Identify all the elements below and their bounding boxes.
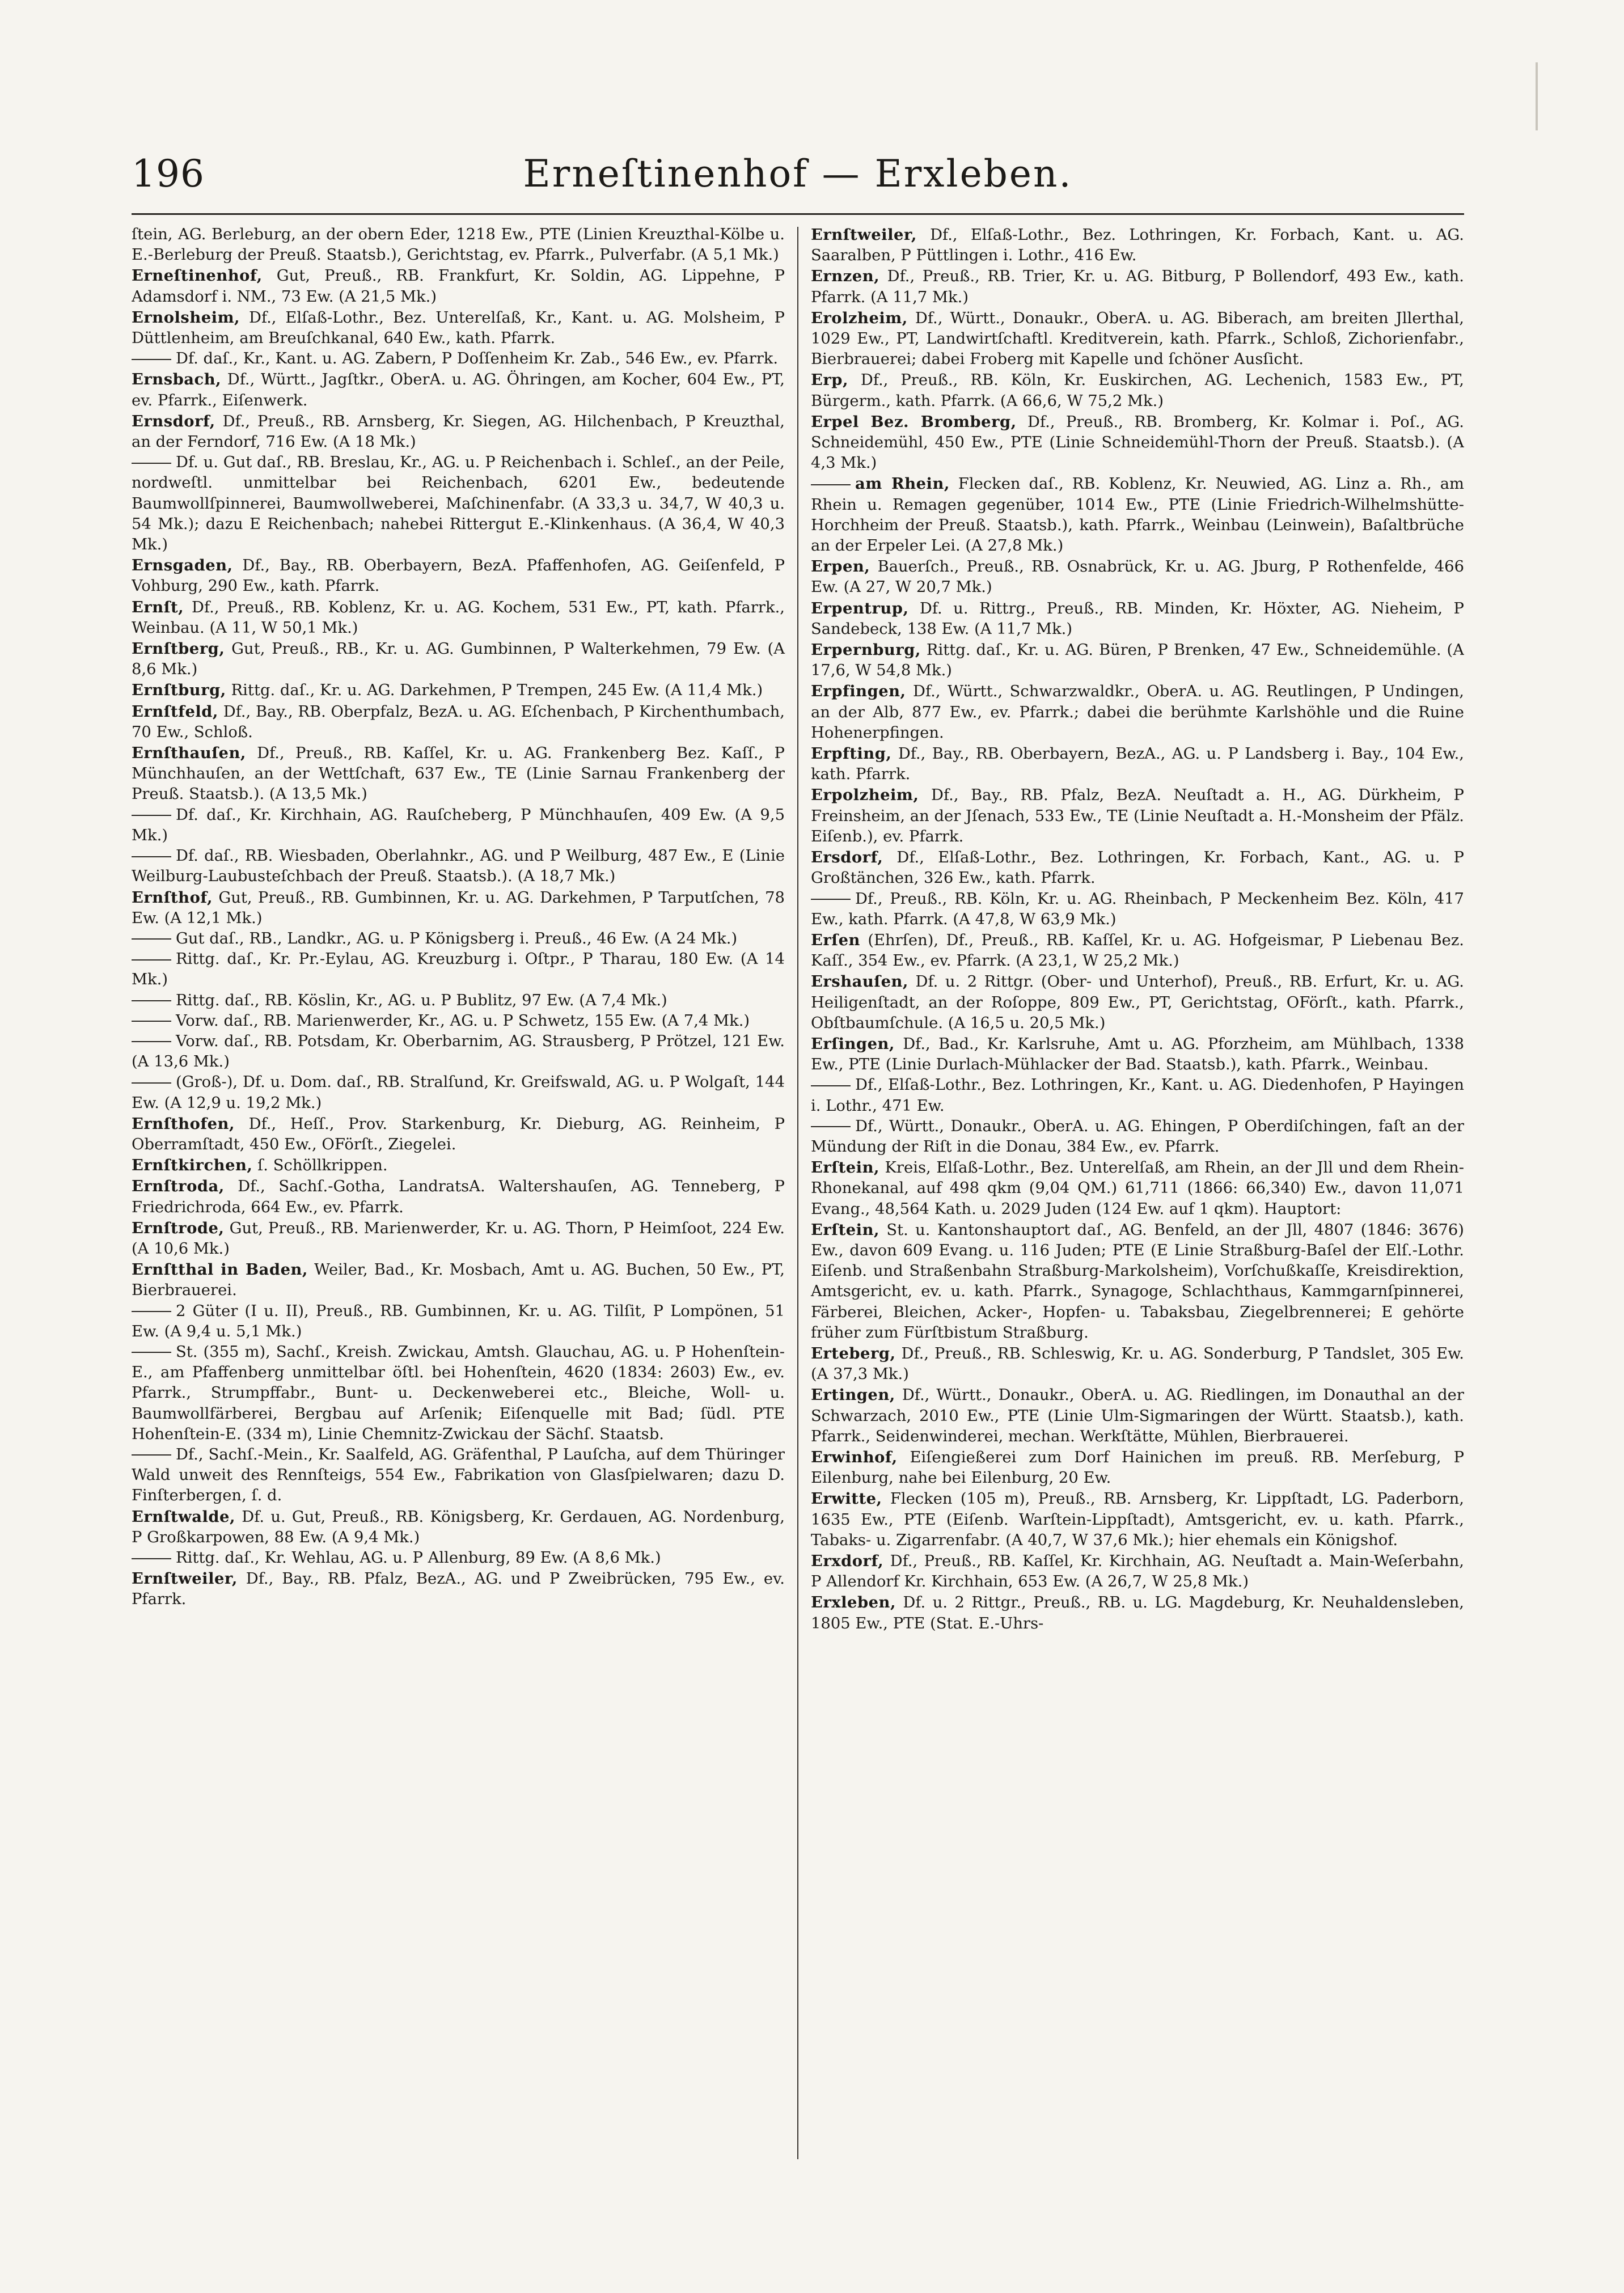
- entry-headword: Ernſtrode,: [132, 1219, 225, 1237]
- gazetteer-entry: [132, 369, 785, 411]
- gazetteer-entry: [811, 1592, 1464, 1634]
- entry-text: Rittg. daſ., Kr. Pr.-Eylau, AG. Kreuzburg i. Oſtpr., P Tharau, 180 Ew. (A 14 Mk.): [132, 950, 785, 989]
- entry-text: Flecken daſ., RB. Koblenz, Kr. Neuwied, AG. Linz a. Rh., am Rhein u. Remagen gegenüber, 1014 Ew., PTE (Linie Friedrich-Wilhelmshütte-Horchheim der Preuß. Staatsb.), kath. Pfarrk., Weinbau (Leinwein), Baſaltbrüche an der Erpeler Lei. (A 27,8 Mk.): [811, 475, 1464, 555]
- entry-headword: Ertingen,: [811, 1386, 895, 1404]
- gazetteer-entry: [811, 412, 1464, 474]
- entry-text: Df., Bad., Kr. Karlsruhe, Amt u. AG. Pforzheim, am Mühlbach, 1338 Ew., PTE (Linie Durlach-Mühlacker der Bad. Staatsb.), kath. Pfarrk., Weinbau.: [811, 1035, 1464, 1074]
- entry-text: Df., Württ., Donaukr., OberA. u. AG. Ehingen, P Oberdiſchingen, faſt an der Mündung der Riſt in die Donau, 384 Ew., ev. Pfarrk.: [811, 1117, 1464, 1156]
- entry-headword: Ernolsheim,: [132, 308, 240, 327]
- entry-headword: Ernſtkirchen,: [132, 1156, 253, 1175]
- gazetteer-entry: [132, 846, 785, 887]
- entry-headword: Erſingen,: [811, 1034, 895, 1053]
- gazetteer-entry: [132, 1259, 785, 1301]
- entry-text: Rittg. daſ., Kr. u. AG. Büren, P Brenken, 47 Ew., Schneidemühle. (A 17,6, W 54,8 Mk.): [811, 641, 1464, 680]
- entry-headword: Erwinhof,: [811, 1448, 898, 1466]
- page-number: 196: [132, 152, 205, 196]
- entry-text: Df. u. 2 Rittgr., Preuß., RB. u. LG. Magdeburg, Kr. Neuhaldensleben, 1805 Ew., PTE (Stat. E.-Uhrs-: [811, 1594, 1464, 1632]
- gazetteer-entry: [132, 1218, 785, 1259]
- entry-text: Df. u. Rittrg., Preuß., RB. Minden, Kr. Höxter, AG. Nieheim, P Sandebeck, 138 Ew. (A 11,7 Mk.): [811, 599, 1464, 638]
- gazetteer-entry: [811, 1034, 1464, 1075]
- entry-text: ſ. Schöllkrippen.: [252, 1157, 388, 1175]
- entry-text: St. u. Kantonshauptort daſ., AG. Benfeld, an der Jll, 4807 (1846: 3676) Ew., davon 609 Evang. u. 116 Juden; PTE (E Linie Straßburg-Baſel der Elſ.-Lothr. Eiſenb. und Straßenbahn Straßburg-Markolsheim), Vorſchußkaſſe, Kreisdirektion, Amtsgericht, ev. u. kath. Pfarrk., Synagoge, Schlachthaus, Kammgarnſpinnerei, Färberei, Bleichen, Acker-, Hopfen- u. Tabaksbau, Ziegelbrennerei; E gehörte früher zum Fürſtbistum Straßburg.: [811, 1221, 1464, 1342]
- gazetteer-entry: [132, 680, 785, 701]
- left-column: [132, 225, 797, 2227]
- gazetteer-entry: [811, 308, 1464, 370]
- repeat-dash: [132, 815, 171, 816]
- gazetteer-entry: [132, 411, 785, 452]
- gazetteer-entry: [132, 1031, 785, 1072]
- entry-headword: Erneſtinenhof,: [132, 266, 263, 285]
- repeat-dash: [132, 1021, 171, 1022]
- gazetteer-entry: [132, 1548, 785, 1568]
- entry-headword: Erp,: [811, 371, 848, 390]
- entry-text: Df., Elſaß-Lothr., Bez. Lothringen, Kr., Kant. u. AG. Diedenhofen, P Hayingen i. Lothr., 471 Ew.: [811, 1076, 1464, 1115]
- gazetteer-entry: [132, 805, 785, 846]
- entry-text: Vorw. daſ., RB. Marienwerder, Kr., AG. u. P Schwetz, 155 Ew. (A 7,4 Mk.): [176, 1012, 750, 1030]
- gazetteer-entry: [132, 949, 785, 990]
- gazetteer-entry: [132, 887, 785, 929]
- gazetteer-entry: [132, 743, 785, 805]
- entry-text: Gut, Preuß., RB. Frankfurt, Kr. Soldin, AG. Lippehne, P Adamsdorf i. NM., 73 Ew. (A 21,5 Mk.): [132, 267, 785, 306]
- entry-text: Df., Elſaß-Lothr., Bez. Lothringen, Kr. Forbach, Kant., AG. u. P Großtänchen, 326 Ew., kath. Pfarrk.: [811, 849, 1464, 887]
- gazetteer-entry: [811, 971, 1464, 1034]
- entry-text: Bauerſch., Preuß., RB. Osnabrück, Kr. u. AG. Jburg, P Rothenfelde, 466 Ew. (A 27, W 20,7 Mk.): [811, 558, 1464, 596]
- entry-text: Df. daſ., Kr., Kant. u. AG. Zabern, P Doſſenheim Kr. Zab., 546 Ew., ev. Pfarrk.: [176, 350, 779, 368]
- entry-text: Gut, Preuß., RB. Marienwerder, Kr. u. AG. Thorn, P Heimſoot, 224 Ew. (A 10,6 Mk.): [132, 1219, 785, 1258]
- entry-text: Df., Bay., RB. Oberpfalz, BezA. u. AG. Eſchenbach, P Kirchenthumbach, 70 Ew., Schloß.: [132, 703, 785, 741]
- gazetteer-entry: [811, 1551, 1464, 1592]
- entry-headword: Erpfting,: [811, 744, 892, 763]
- gazetteer-entry: [811, 1343, 1464, 1385]
- gazetteer-entry: [132, 929, 785, 949]
- right-column: [798, 225, 1464, 2227]
- entry-headword: Erpentrup,: [811, 599, 909, 617]
- gazetteer-entry: [132, 1342, 785, 1445]
- entry-text: St. (355 m), Sachſ., Kreish. Zwickau, Amtsh. Glauchau, AG. u. P Hohenſtein-E., am Pfaffenberg unmittelbar öſtl. bei Hohenſtein, 4620 (1834: 2603) Ew., ev. Pfarrk., Strumpffabr., Bunt- u. Deckenweberei etc., Bleiche, Woll- u. Baumwollfärberei, Bergbau auf Arſenik; Eiſenquelle mit Bad; ſüdl. PTE Hohenſtein-E. (334 m), Linie Chemnitz-Zwickau der Sächſ. Staatsb.: [132, 1343, 785, 1443]
- gazetteer-entry: [811, 1488, 1464, 1551]
- entry-text: Flecken (105 m), Preuß., RB. Arnsberg, Kr. Lippſtadt, LG. Paderborn, 1635 Ew., PTE (Eiſenb. Warſtein-Lippſtadt), Amtsgericht, ev. u. kath. Pfarrk., Tabaks- u. Zigarrenfabr. (A 40,7, W 37,6 Mk.); hier ehemals ein Königshof.: [811, 1490, 1464, 1549]
- dictionary-page: [132, 152, 1464, 2227]
- entry-text: Df., Württ., Jagſtkr., OberA. u. AG. Öhringen, am Kocher, 604 Ew., PT, ev. Pfarrk., Eiſenwerk.: [132, 371, 785, 409]
- entry-text: Vorw. daſ., RB. Potsdam, Kr. Oberbarnim, AG. Strausberg, P Prötzel, 121 Ew. (A 13,6 Mk.): [132, 1032, 785, 1071]
- entry-text: Df., Preuß., RB. Arnsberg, Kr. Siegen, AG. Hilchenbach, P Kreuzthal, an der Ferndorf, 716 Ew. (A 18 Mk.): [132, 412, 785, 451]
- entry-text: Gut daſ., RB., Landkr., AG. u. P Königsberg i. Preuß., 46 Ew. (A 24 Mk.): [176, 929, 738, 947]
- entry-headword: Ernſtweiler,: [132, 1569, 238, 1588]
- gazetteer-entry: [132, 1155, 785, 1176]
- entry-headword: Erwitte,: [811, 1490, 882, 1508]
- repeat-dash: [132, 1000, 171, 1001]
- entry-text: Df., Preuß., RB. Schleswig, Kr. u. AG. Sonderburg, P Tandslet, 305 Ew. (A 37,3 Mk.): [811, 1344, 1464, 1384]
- entry-text: Df. daſ., Kr. Kirchhain, AG. Rauſcheberg, P Münchhauſen, 409 Ew. (A 9,5 Mk.): [132, 806, 785, 844]
- entry-headword: Erxdorf,: [811, 1552, 884, 1570]
- gazetteer-entry: [811, 1075, 1464, 1116]
- entry-headword: Erolzheim,: [811, 308, 908, 327]
- entry-text: Df., Württ., Donaukr., OberA. u. AG. Riedlingen, im Donauthal an der Schwarzach, 2010 Ew., PTE (Linie Ulm-Sigmaringen der Württ. Staatsb.), kath. Pfarrk., Seidenwinderei, mechan. Werkſtätte, Mühlen, Bierbrauerei.: [811, 1386, 1464, 1445]
- repeat-dash: [132, 959, 171, 961]
- repeat-dash: [132, 1558, 171, 1559]
- entry-headword: Ernſtthal in Baden,: [132, 1260, 308, 1279]
- repeat-dash: [811, 899, 851, 900]
- entry-text: Gut, Preuß., RB. Gumbinnen, Kr. u. AG. Darkehmen, P Tarputſchen, 78 Ew. (A 12,1 Mk.): [132, 889, 785, 927]
- margin-mark: [1536, 62, 1538, 130]
- text-columns: [132, 225, 1464, 2227]
- repeat-dash: [132, 938, 171, 940]
- gazetteer-entry: [132, 1301, 785, 1342]
- gazetteer-entry: [132, 1114, 785, 1155]
- entry-text: Kreis, Elſaß-Lothr., Bez. Unterelſaß, am Rhein, an der Jll und dem Rhein-Rhonekanal, auf 498 qkm (9,04 QM.) 61,711 (1866: 66,340) Ew., davon 11,071 Evang., 48,564 Kath. u. 2029 Juden (124 Ew. auf 1 qkm). Hauptort:: [811, 1159, 1464, 1218]
- entry-headword: Ersdorf,: [811, 848, 883, 867]
- repeat-dash: [811, 1126, 851, 1127]
- entry-text: 2 Güter (I u. II), Preuß., RB. Gumbinnen, Kr. u. AG. Tilſit, P Lompönen, 51 Ew. (A 9,4 u. 5,1 Mk.): [132, 1302, 785, 1340]
- entry-text: Df. u. Gut daſ., RB. Breslau, Kr., AG. u. P Reichenbach i. Schleſ., an der Peile, nordweſtl. unmittelbar bei Reichenbach, 6201 Ew., bedeutende Baumwollſpinnerei, Baumwollweberei, Maſchinenfabr. (A 33,3 u. 34,7, W 40,3 u. 54 Mk.); dazu E Reichenbach; nahebei Rittergut E.-Klinkenhaus. (A 36,4, W 40,3 Mk.): [132, 454, 785, 554]
- gazetteer-entry: [811, 556, 1464, 598]
- entry-text: Df., Preuß., RB. Köln, Kr. Euskirchen, AG. Lechenich, 1583 Ew., PT, Bürgerm., kath. Pfarrk. (A 66,6, W 75,2 Mk.): [811, 371, 1464, 410]
- gazetteer-entry: [811, 370, 1464, 411]
- entry-text: ſtein, AG. Berleburg, an der obern Eder, 1218 Ew., PTE (Linien Kreuzthal-Kölbe u. E.-Berleburg der Preuß. Staatsb.), Gerichtstag, ev. Pfarrk., Pulverfabr. (A 5,1 Mk.): [132, 226, 785, 264]
- entry-text: Df., Bay., RB. Oberbayern, BezA. Pfaffenhofen, AG. Geiſenfeld, P Vohburg, 290 Ew., kath. Pfarrk.: [132, 557, 785, 595]
- entry-text: Df. u. 2 Rittgr. (Ober- und Unterhof), Preuß., RB. Erfurt, Kr. u. AG. Heiligenſtadt, an der Roſoppe, 809 Ew., PT, Gerichtstag, OFörſt., kath. Pfarrk., Obſtbaumſchule. (A 16,5 u. 20,5 Mk.): [811, 973, 1464, 1032]
- repeat-dash: [132, 1082, 171, 1084]
- entry-headword: Ernsdorf,: [132, 412, 215, 430]
- gazetteer-entry: [132, 1445, 785, 1507]
- entry-text: Rittg. daſ., Kr. Wehlau, AG. u. P Allenburg, 89 Ew. (A 8,6 Mk.): [176, 1549, 661, 1567]
- entry-text: Df., Elſaß-Lothr., Bez. Lothringen, Kr. Forbach, Kant. u. AG. Saaralben, P Püttlingen i. Lothr., 416 Ew.: [811, 226, 1464, 265]
- gazetteer-entry: [132, 1072, 785, 1113]
- repeat-dash: [132, 1311, 171, 1312]
- entry-headword: Ernſthauſen,: [132, 744, 246, 763]
- gazetteer-entry: [811, 1220, 1464, 1343]
- repeat-dash: [132, 1352, 171, 1353]
- entry-text: Df., Preuß., RB. Koblenz, Kr. u. AG. Kochem, 531 Ew., PT, kath. Pfarrk., Weinbau. (A 11, W 50,1 Mk.): [132, 598, 785, 637]
- entry-text: Eiſengießerei zum Dorf Hainichen im preuß. RB. Merſeburg, P Eilenburg, nahe bei Eilenburg, 20 Ew.: [811, 1448, 1464, 1487]
- gazetteer-entry: [811, 847, 1464, 889]
- repeat-dash: [132, 856, 171, 857]
- entry-text: Gut, Preuß., RB., Kr. u. AG. Gumbinnen, P Walterkehmen, 79 Ew. (A 8,6 Mk.): [132, 640, 785, 679]
- gazetteer-entry: [132, 1176, 785, 1217]
- gazetteer-entry: [811, 1385, 1464, 1447]
- gazetteer-entry: [132, 991, 785, 1011]
- entry-text: Df., Preuß., RB. Bromberg, Kr. Kolmar i. Poſ., AG. Schneidemühl, 450 Ew., PTE (Linie Schneidemühl-Thorn der Preuß. Staatsb.). (A 4,3 Mk.): [811, 413, 1464, 472]
- entry-headword: Erſen: [811, 930, 860, 949]
- entry-text: (Ehrſen), Df., Preuß., RB. Kaſſel, Kr. u. AG. Hofgeismar, P Liebenau Bez. Kaſſ., 354 Ew., ev. Pfarrk. (A 23,1, W 25,2 Mk.): [811, 931, 1464, 970]
- gazetteer-entry: [811, 1447, 1464, 1488]
- entry-text: (Groß-), Df. u. Dom. daſ., RB. Stralſund, Kr. Greifswald, AG. u. P Wolgaſt, 144 Ew. (A 12,9 u. 19,2 Mk.): [132, 1073, 785, 1112]
- entry-headword: Ernsgaden,: [132, 556, 233, 575]
- entry-text: Df., Preuß., RB. Kaſſel, Kr. u. AG. Frankenberg Bez. Kaſſ., P Münchhauſen, an der Wettſchaft, 637 Ew., TE (Linie Sarnau Frankenberg der Preuß. Staatsb.). (A 13,5 Mk.): [132, 744, 785, 803]
- entry-headword: Ernzen,: [811, 267, 880, 286]
- gazetteer-entry: [132, 265, 785, 307]
- gazetteer-entry: [811, 473, 1464, 556]
- gazetteer-entry: [811, 225, 1464, 266]
- entry-headword: Ernſthofen,: [132, 1114, 235, 1133]
- gazetteer-entry: [132, 555, 785, 596]
- entry-headword: Ernſtwalde,: [132, 1507, 236, 1526]
- gazetteer-entry: [811, 785, 1464, 847]
- entry-headword: Erxleben,: [811, 1593, 896, 1612]
- gazetteer-entry: [132, 225, 785, 265]
- page-header: [132, 152, 1464, 214]
- entry-headword: Erſtein,: [811, 1220, 880, 1239]
- repeat-dash: [132, 359, 171, 360]
- entry-text: Df., Sachſ.-Mein., Kr. Saalfeld, AG. Gräfenthal, P Lauſcha, auf dem Thüringer Wald unweit des Rennſteigs, 554 Ew., Fabrikation von Glasſpielwaren; dazu D. Finſterbergen, ſ. d.: [132, 1445, 785, 1505]
- entry-headword: Erſtein,: [811, 1158, 880, 1177]
- entry-headword: Erpen,: [811, 557, 870, 576]
- entry-text: Df., Bay., RB. Pfalz, BezA. Neuſtadt a. H., AG. Dürkheim, P Freinsheim, an der Jſenach, 533 Ew., TE (Linie Neuſtadt a. H.-Monsheim der Pfälz. Eiſenb.), ev. Pfarrk.: [811, 786, 1464, 845]
- gazetteer-entry: [811, 1116, 1464, 1157]
- entry-text: Df., Preuß., RB. Köln, Kr. u. AG. Rheinbach, P Meckenheim Bez. Köln, 417 Ew., kath. Pfarrk. (A 47,8, W 63,9 Mk.): [811, 890, 1464, 928]
- entry-headword: Erpfingen,: [811, 682, 906, 701]
- entry-headword: Ernſtburg,: [132, 681, 226, 700]
- entry-text: Df. u. Gut, Preuß., RB. Königsberg, Kr. Gerdauen, AG. Nordenburg, P Großkarpowen, 88 Ew. (A 9,4 Mk.): [132, 1508, 785, 1546]
- entry-text: Df., Sachſ.-Gotha, LandratsA. Waltershauſen, AG. Tenneberg, P Friedrichroda, 664 Ew., ev. Pfarrk.: [132, 1178, 785, 1216]
- gazetteer-entry: [132, 1568, 785, 1610]
- gazetteer-entry: [811, 681, 1464, 743]
- gazetteer-entry: [132, 307, 785, 349]
- entry-headword: Erpel Bez. Bromberg,: [811, 412, 1017, 431]
- repeat-dash: [811, 484, 851, 485]
- running-head: Erneſtinenhof — Erxleben.: [523, 152, 1073, 196]
- entry-text: Df., Preuß., RB. Trier, Kr. u. AG. Bitburg, P Bollendorf, 493 Ew., kath. Pfarrk. (A 11,7 Mk.): [811, 268, 1464, 306]
- entry-text: Df., Elſaß-Lothr., Bez. Unterelſaß, Kr., Kant. u. AG. Molsheim, P Düttlenheim, am Breuſchkanal, 640 Ew., kath. Pfarrk.: [132, 308, 785, 348]
- entry-text: Rittg. daſ., RB. Köslin, Kr., AG. u. P Bublitz, 97 Ew. (A 7,4 Mk.): [176, 991, 667, 1009]
- entry-headword: Ernſtfeld,: [132, 702, 218, 721]
- entry-headword: Ernſtberg,: [132, 640, 225, 658]
- entry-subheadword: am Rhein,: [855, 475, 950, 493]
- gazetteer-entry: [811, 266, 1464, 307]
- gazetteer-entry: [132, 349, 785, 369]
- repeat-dash: [811, 1085, 851, 1086]
- gazetteer-entry: [132, 597, 785, 638]
- entry-headword: Ernsbach,: [132, 370, 222, 389]
- gazetteer-entry: [811, 930, 1464, 971]
- gazetteer-entry: [811, 1157, 1464, 1220]
- entry-text: Df., Heſſ., Prov. Starkenburg, Kr. Dieburg, AG. Reinheim, P Oberramſtadt, 450 Ew., OFörſt., Ziegelei.: [132, 1115, 785, 1153]
- entry-text: Df. daſ., RB. Wiesbaden, Oberlahnkr., AG. und P Weilburg, 487 Ew., E (Linie Weilburg-Laubusteſchbach der Preuß. Staatsb.). (A 18,7 Mk.): [132, 847, 785, 886]
- repeat-dash: [132, 1454, 171, 1456]
- entry-headword: Ernſtroda,: [132, 1177, 225, 1196]
- gazetteer-entry: [811, 598, 1464, 640]
- repeat-dash: [132, 463, 171, 464]
- entry-headword: Ernſtweiler,: [811, 226, 917, 244]
- entry-headword: Erpernburg,: [811, 641, 921, 659]
- gazetteer-entry: [811, 640, 1464, 681]
- repeat-dash: [132, 1041, 171, 1042]
- entry-text: Weiler, Bad., Kr. Mosbach, Amt u. AG. Buchen, 50 Ew., PT, Bierbrauerei.: [132, 1261, 785, 1300]
- gazetteer-entry: [132, 452, 785, 555]
- gazetteer-entry: [132, 701, 785, 743]
- entry-text: Rittg. daſ., Kr. u. AG. Darkehmen, P Trempen, 245 Ew. (A 11,4 Mk.): [226, 682, 763, 700]
- entry-text: Df., Württ., Donaukr., OberA. u. AG. Biberach, am breiten Jllerthal, 1029 Ew., PT, Landwirtſchaftl. Kreditverein, kath. Pfarrk., Schloß, Zichorienfabr., Bierbrauerei; dabei Froberg mit Kapelle und ſchöner Ausſicht.: [811, 309, 1464, 369]
- entry-headword: Ernſthof,: [132, 888, 213, 907]
- entry-headword: Ernſt,: [132, 598, 184, 616]
- gazetteer-entry: [811, 743, 1464, 785]
- gazetteer-entry: [132, 1507, 785, 1548]
- header-rule: [132, 213, 1464, 215]
- entry-headword: Erteberg,: [811, 1344, 896, 1363]
- entry-headword: Erpolzheim,: [811, 786, 919, 805]
- entry-text: Df., Bay., RB. Pfalz, BezA., AG. und P Zweibrücken, 795 Ew., ev. Pfarrk.: [132, 1570, 785, 1609]
- gazetteer-entry: [132, 1011, 785, 1031]
- entry-text: Df., Preuß., RB. Kaſſel, Kr. Kirchhain, AG. Neuſtadt a. Main-Weſerbahn, P Allendorf Kr. Kirchhain, 653 Ew. (A 26,7, W 25,8 Mk.): [811, 1552, 1464, 1591]
- entry-text: Df., Bay., RB. Oberbayern, BezA., AG. u. P Landsberg i. Bay., 104 Ew., kath. Pfarrk.: [811, 745, 1464, 784]
- entry-text: Df., Württ., Schwarzwaldkr., OberA. u. AG. Reutlingen, P Undingen, an der Alb, 877 Ew., ev. Pfarrk.; dabei die berühmte Karlshöhle und die Ruine Hohenerpfingen.: [811, 683, 1464, 742]
- gazetteer-entry: [811, 889, 1464, 930]
- entry-headword: Ershauſen,: [811, 972, 908, 991]
- gazetteer-entry: [132, 638, 785, 680]
